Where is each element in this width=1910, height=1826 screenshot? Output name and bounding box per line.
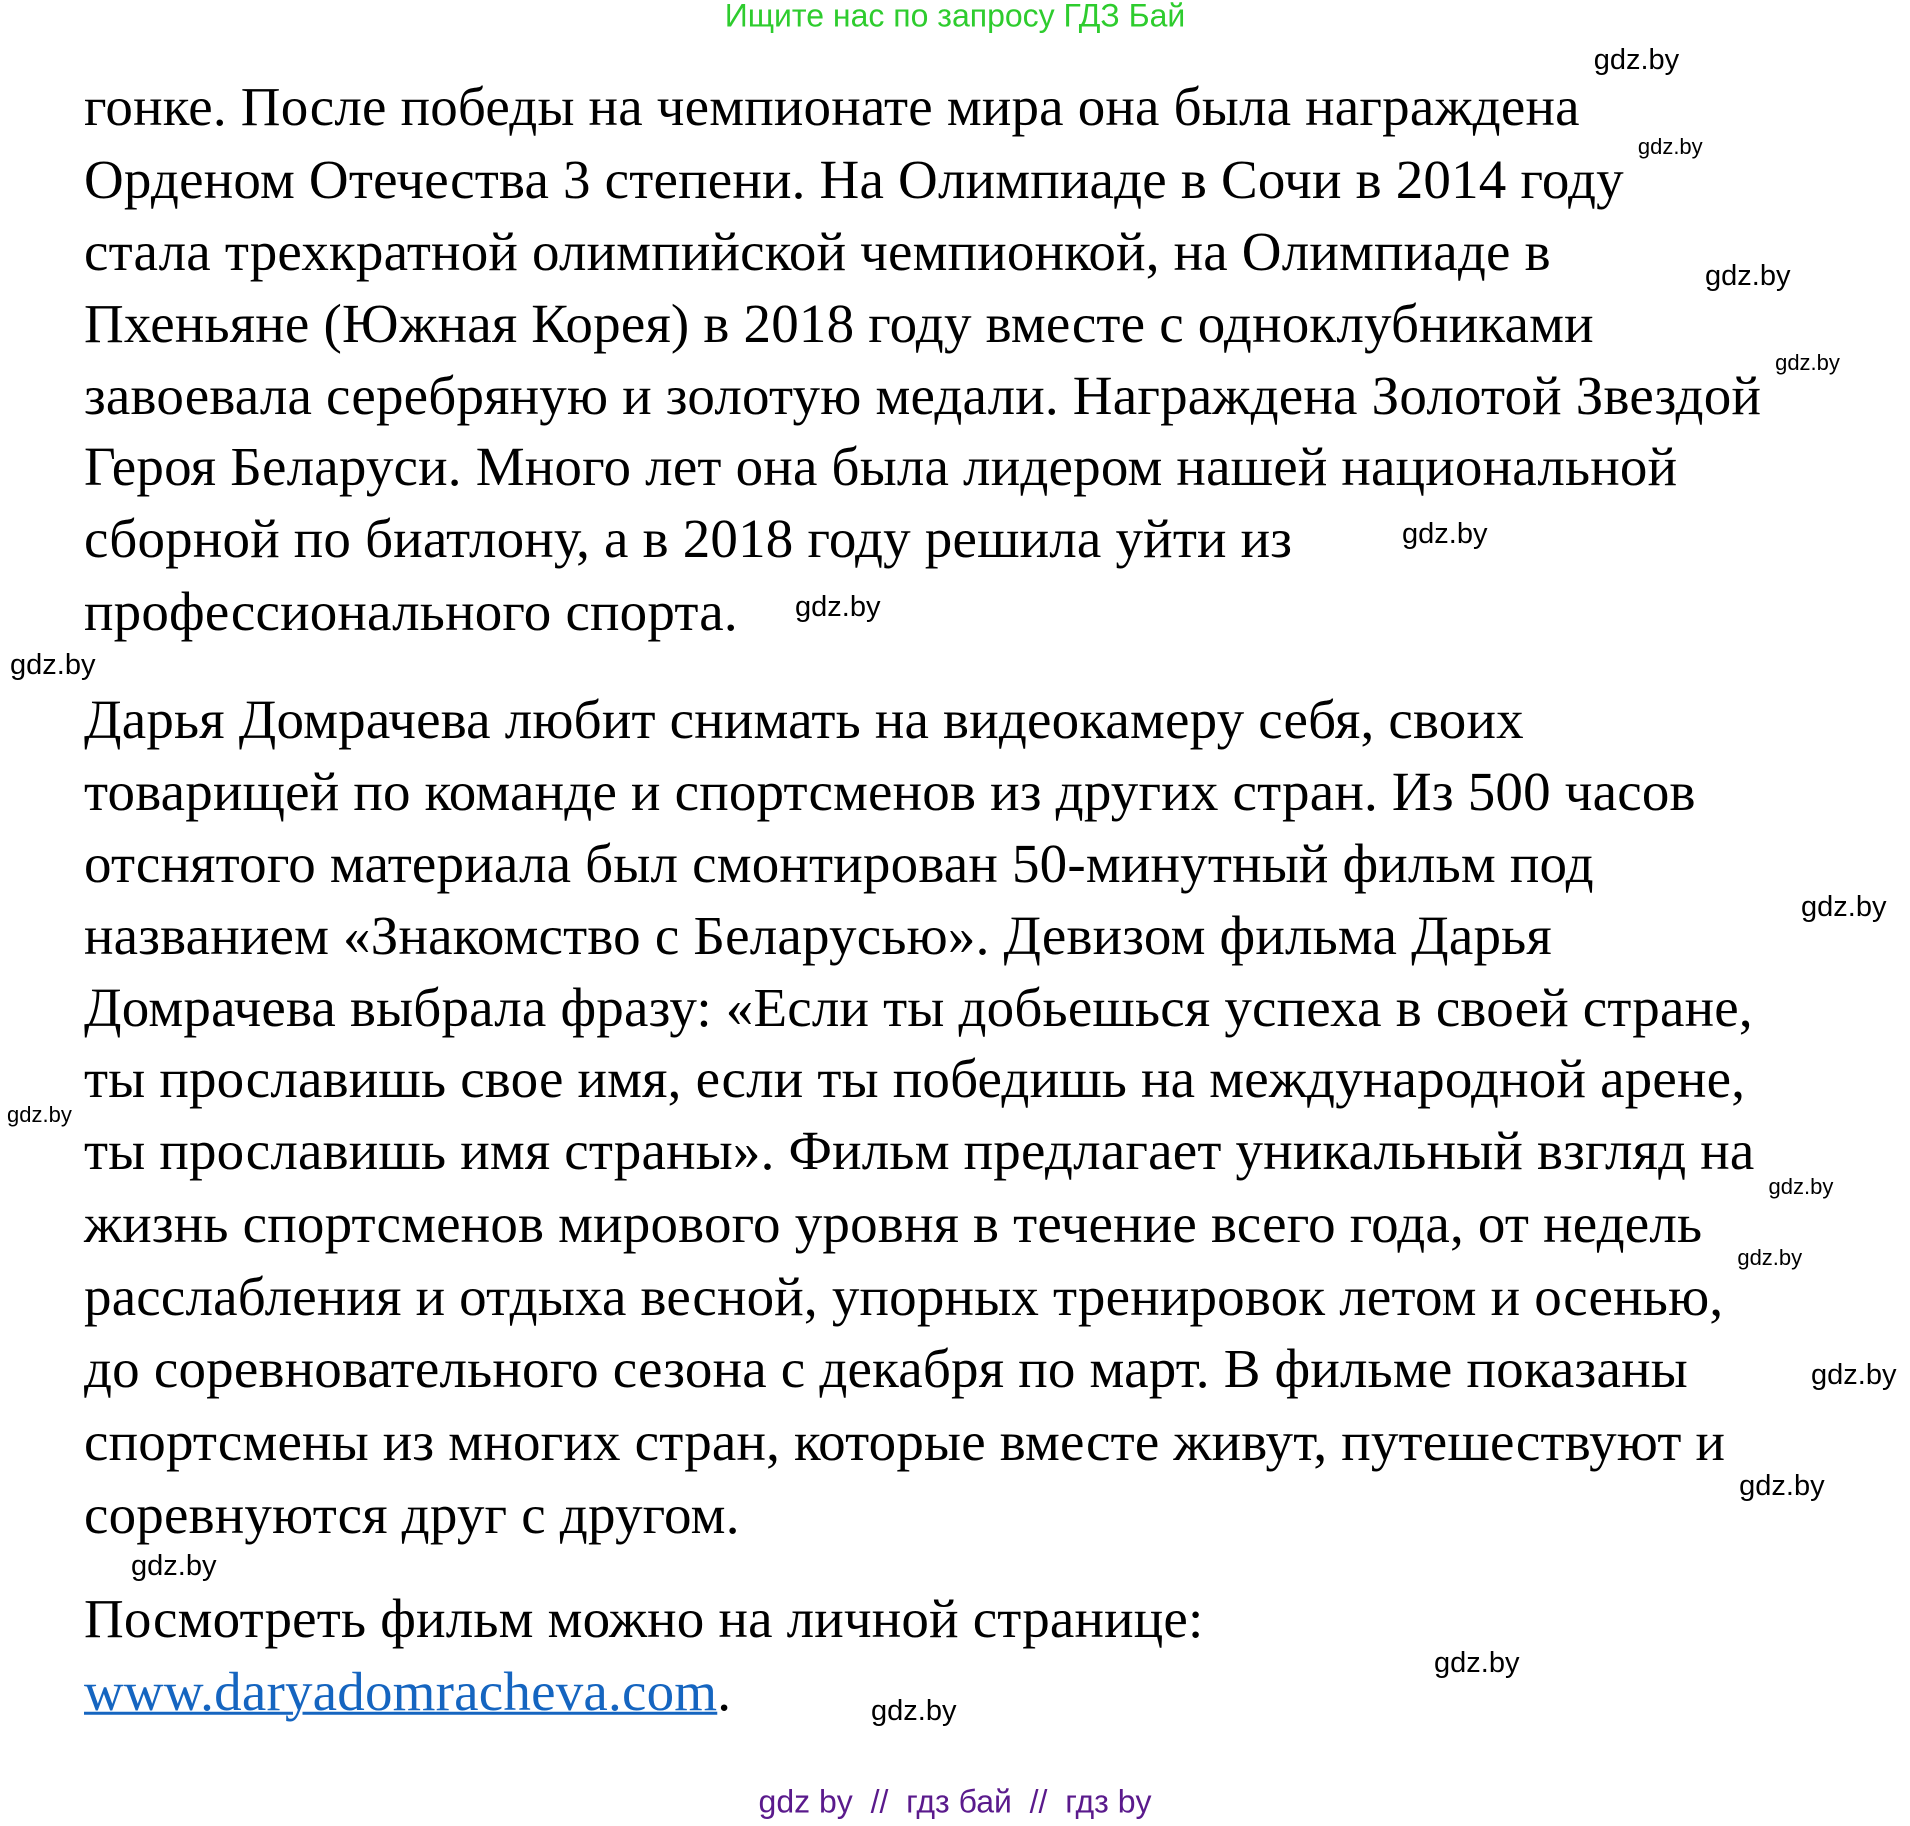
watermark: gdz.by <box>795 591 881 624</box>
text-line: названием «Знакомство с Беларусью». Девизом фильма Дарья <box>84 904 1552 966</box>
watermark: gdz.by <box>1705 260 1791 293</box>
watermark: gdz.by <box>1593 44 1680 77</box>
text-line: спортсмены из многих стран, которые вместе живут, путешествуют и <box>84 1410 1726 1472</box>
text-line: отснятого материала был смонтирован 50-минутный фильм под <box>84 832 1594 894</box>
text-line: профессионального спорта. <box>84 580 738 642</box>
text-line: ты прославишь свое имя, если ты победишь на международной арене, <box>84 1047 1746 1109</box>
text-line: ты прославишь имя страны». Фильм предлагает уникальный взгляд на <box>84 1119 1755 1181</box>
watermark: gdz.by <box>1739 1470 1825 1503</box>
text-line: завоевала серебряную и золотую медали. Награждена Золотой Звездой <box>84 364 1762 426</box>
watermark: gdz.by <box>1637 133 1703 159</box>
watermark: gdz.by <box>1775 349 1840 375</box>
watermark: gdz.by <box>1402 518 1488 551</box>
text-line: Домрачева выбрала фразу: «Если ты добьешься успеха в своей стране, <box>84 976 1753 1038</box>
text-line: соревнуются друг с другом. <box>84 1483 740 1545</box>
text-line: расслабления и отдыха весной, упорных тренировок летом и осенью, <box>84 1265 1724 1327</box>
link-period: . <box>717 1660 732 1722</box>
text-line: сборной по биатлону, а в 2018 году решила уйти из <box>84 507 1293 569</box>
text-line: Дарья Домрачева любит снимать на видеокамеру себя, своих <box>84 688 1524 750</box>
text-line: Пхеньяне (Южная Корея) в 2018 году вместе с одноклубниками <box>84 292 1594 354</box>
watermark: gdz.by <box>871 1695 957 1728</box>
watermark: gdz.by <box>10 649 96 682</box>
watermark: gdz.by <box>1811 1359 1897 1392</box>
footer-watermark: gdz by // гдз бай // гдз by <box>758 1783 1152 1820</box>
text-line: товарищей по команде и спортсменов из других стран. Из 500 часов <box>84 760 1696 822</box>
search-hint-banner: Ищите нас по запросу ГДЗ Бай <box>724 0 1186 34</box>
watermark: gdz.by <box>1434 1647 1520 1680</box>
text-line: гонке. После победы на чемпионате мира она была награждена <box>84 75 1580 137</box>
watermark: gdz.by <box>131 1550 217 1583</box>
website-link[interactable]: www.daryadomracheva.com <box>84 1660 718 1722</box>
text-line: Посмотреть фильм можно на личной странице: <box>84 1587 1204 1649</box>
text-line: Героя Беларуси. Много лет она была лидером нашей национальной <box>84 435 1678 497</box>
watermark: gdz.by <box>1737 1244 1803 1270</box>
link-line <box>84 1662 731 1723</box>
watermark: gdz.by <box>7 1101 72 1127</box>
watermark: gdz.by <box>1768 1173 1834 1199</box>
text-line: до соревновательного сезона с декабря по март. В фильме показаны <box>84 1337 1688 1399</box>
watermark: gdz.by <box>1801 891 1887 924</box>
text-line: жизнь спортсменов мирового уровня в течение всего года, от недель <box>84 1192 1703 1254</box>
text-line: Орденом Отечества 3 степени. На Олимпиаде в Сочи в 2014 году <box>84 148 1624 210</box>
text-line: стала трехкратной олимпийской чемпионкой, на Олимпиаде в <box>84 220 1551 282</box>
